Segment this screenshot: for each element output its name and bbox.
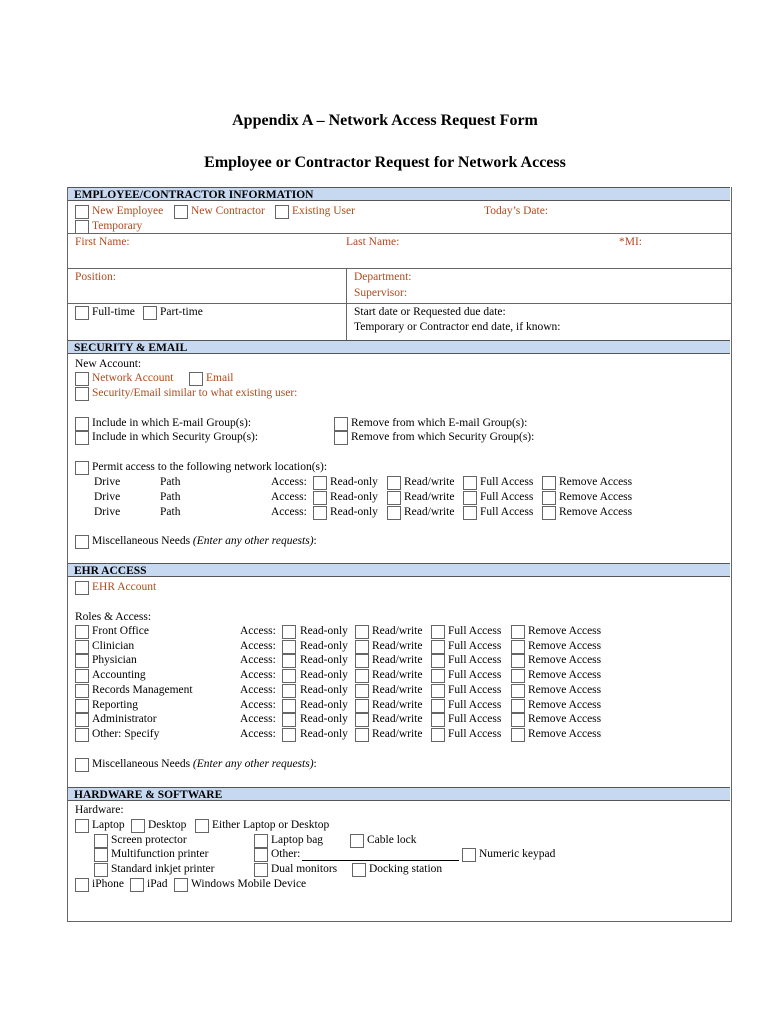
misc-needs-hint: (Enter any other requests): [192, 535, 314, 547]
cable-lock-checkbox[interactable]: [350, 834, 364, 848]
part-time-checkbox[interactable]: [143, 306, 157, 320]
other-label: Other:: [271, 848, 301, 860]
read-only-checkbox[interactable]: [282, 669, 296, 683]
screen-protector-label: Screen protector: [111, 834, 187, 846]
remove-security-checkbox[interactable]: [334, 431, 348, 445]
read-only-label: Read-only: [300, 684, 348, 696]
form-border-right: [731, 187, 732, 922]
include-security-checkbox[interactable]: [75, 431, 89, 445]
ehr-misc-needs-text: Miscellaneous Needs: [92, 758, 191, 770]
read-write-label: Read/write: [372, 640, 423, 652]
misc-needs-checkbox[interactable]: [75, 535, 89, 549]
position-label: Position:: [75, 271, 116, 283]
remove-access-label: Remove Access: [559, 506, 633, 518]
ehr-misc-needs-colon: :: [313, 758, 317, 770]
role-label: Accounting: [92, 669, 146, 681]
iphone-label: iPhone: [92, 878, 124, 890]
ehr-misc-needs-label: [92, 757, 317, 771]
read-write-label: Read/write: [404, 506, 455, 518]
role-checkbox[interactable]: [75, 625, 89, 639]
ipad-label: iPad: [147, 878, 168, 890]
remove-access-label: Remove Access: [528, 684, 602, 696]
read-only-checkbox[interactable]: [313, 491, 327, 505]
remove-access-label: Remove Access: [528, 728, 602, 740]
laptop-checkbox[interactable]: [75, 819, 89, 833]
standard-inkjet-label: Standard inkjet printer: [111, 863, 215, 875]
full-access-checkbox[interactable]: [431, 625, 445, 639]
read-only-label: Read-only: [300, 713, 348, 725]
docking-station-checkbox[interactable]: [352, 863, 366, 877]
read-write-label: Read/write: [372, 625, 423, 637]
todays-date-label: Today’s Date:: [484, 205, 549, 217]
path-label: Path: [160, 491, 181, 503]
dual-monitors-checkbox[interactable]: [254, 863, 268, 877]
read-write-label: Read/write: [372, 728, 423, 740]
remove-email-label: Remove from which E-mail Group(s):: [351, 417, 528, 429]
include-email-label: Include in which E-mail Group(s):: [92, 417, 252, 429]
read-write-label: Read/write: [372, 699, 423, 711]
access-label: Access:: [271, 476, 307, 488]
remove-access-label: Remove Access: [559, 476, 633, 488]
desktop-checkbox[interactable]: [131, 819, 145, 833]
remove-access-checkbox[interactable]: [511, 699, 525, 713]
hardware-label: Hardware:: [75, 804, 124, 816]
remove-access-label: Remove Access: [528, 713, 602, 725]
new-employee-label: New Employee: [92, 205, 164, 217]
remove-access-label: Remove Access: [528, 625, 602, 637]
read-only-label: Read-only: [300, 728, 348, 740]
full-access-checkbox[interactable]: [463, 476, 477, 490]
read-write-label: Read/write: [404, 491, 455, 503]
full-access-label: Full Access: [480, 506, 534, 518]
new-employee-checkbox[interactable]: [75, 205, 89, 219]
read-write-checkbox[interactable]: [355, 728, 369, 742]
similar-user-label: Security/Email similar to what existing user:: [92, 387, 298, 399]
existing-user-label: Existing User: [292, 205, 355, 217]
laptop-label: Laptop: [92, 819, 125, 831]
read-only-label: Read-only: [330, 476, 378, 488]
read-only-label: Read-only: [330, 491, 378, 503]
full-access-label: Full Access: [448, 728, 502, 740]
either-checkbox[interactable]: [195, 819, 209, 833]
role-checkbox[interactable]: [75, 699, 89, 713]
role-label: Records Management: [92, 684, 193, 696]
supervisor-label: Supervisor:: [354, 287, 408, 299]
standard-inkjet-checkbox[interactable]: [94, 863, 108, 877]
other-checkbox[interactable]: [254, 848, 268, 862]
full-time-label: Full-time: [92, 306, 135, 318]
read-write-label: Read/write: [372, 654, 423, 666]
page-subtitle: Employee or Contractor Request for Network Access: [204, 154, 566, 171]
path-label: Path: [160, 476, 181, 488]
read-only-checkbox[interactable]: [282, 699, 296, 713]
remove-access-checkbox[interactable]: [542, 491, 556, 505]
ehr-account-checkbox[interactable]: [75, 581, 89, 595]
remove-access-checkbox[interactable]: [542, 476, 556, 490]
full-access-label: Full Access: [448, 684, 502, 696]
laptop-bag-label: Laptop bag: [271, 834, 324, 846]
full-access-checkbox[interactable]: [431, 654, 445, 668]
roles-label: Roles & Access:: [75, 611, 152, 623]
read-write-checkbox[interactable]: [355, 654, 369, 668]
remove-access-checkbox[interactable]: [511, 713, 525, 727]
read-only-label: Read-only: [300, 699, 348, 711]
department-label: Department:: [354, 271, 412, 283]
read-write-checkbox[interactable]: [355, 669, 369, 683]
read-write-checkbox[interactable]: [387, 506, 401, 520]
read-only-checkbox[interactable]: [282, 684, 296, 698]
access-label: Access:: [240, 728, 276, 740]
access-label: Access:: [271, 491, 307, 503]
laptop-bag-checkbox[interactable]: [254, 834, 268, 848]
role-label: Physician: [92, 654, 137, 666]
full-access-label: Full Access: [480, 491, 534, 503]
full-access-checkbox[interactable]: [463, 506, 477, 520]
access-label: Access:: [240, 684, 276, 696]
temporary-checkbox[interactable]: [75, 220, 89, 234]
iphone-checkbox[interactable]: [75, 878, 89, 892]
role-label: Reporting: [92, 699, 138, 711]
role-checkbox[interactable]: [75, 728, 89, 742]
access-label: Access:: [240, 625, 276, 637]
read-write-label: Read/write: [372, 684, 423, 696]
include-security-label: Include in which Security Group(s):: [92, 431, 259, 443]
remove-access-checkbox[interactable]: [542, 506, 556, 520]
role-checkbox[interactable]: [75, 684, 89, 698]
read-write-label: Read/write: [372, 713, 423, 725]
full-access-checkbox[interactable]: [431, 640, 445, 654]
part-time-label: Part-time: [160, 306, 203, 318]
access-label: Access:: [271, 506, 307, 518]
full-access-label: Full Access: [448, 713, 502, 725]
ehr-account-label: EHR Account: [92, 581, 157, 593]
existing-user-checkbox[interactable]: [275, 205, 289, 219]
misc-needs-label: [92, 534, 317, 548]
access-label: Access:: [240, 669, 276, 681]
remove-access-checkbox[interactable]: [511, 728, 525, 742]
full-access-checkbox[interactable]: [431, 713, 445, 727]
remove-access-checkbox[interactable]: [511, 640, 525, 654]
multifunction-printer-label: Multifunction printer: [111, 848, 209, 860]
network-account-label: Network Account: [92, 372, 174, 384]
role-label: Front Office: [92, 625, 149, 637]
read-only-label: Read-only: [330, 506, 378, 518]
remove-access-label: Remove Access: [528, 654, 602, 666]
last-name-label: Last Name:: [346, 236, 400, 248]
remove-access-checkbox[interactable]: [511, 654, 525, 668]
remove-access-checkbox[interactable]: [511, 625, 525, 639]
section-employee-header: EMPLOYEE/CONTRACTOR INFORMATION: [68, 187, 730, 201]
ehr-misc-needs-hint: (Enter any other requests): [192, 758, 314, 770]
cable-lock-label: Cable lock: [367, 834, 417, 846]
similar-user-checkbox[interactable]: [75, 387, 89, 401]
read-only-label: Read-only: [300, 640, 348, 652]
docking-station-label: Docking station: [369, 863, 443, 875]
role-checkbox[interactable]: [75, 640, 89, 654]
new-account-label: New Account:: [75, 358, 142, 370]
full-access-checkbox[interactable]: [431, 728, 445, 742]
drive-label: Drive: [94, 476, 121, 488]
full-access-checkbox[interactable]: [431, 699, 445, 713]
temporary-label: Temporary: [92, 220, 143, 232]
full-access-checkbox[interactable]: [431, 684, 445, 698]
column-divider: [346, 268, 347, 340]
read-write-checkbox[interactable]: [355, 684, 369, 698]
full-time-checkbox[interactable]: [75, 306, 89, 320]
read-only-checkbox[interactable]: [313, 506, 327, 520]
read-only-checkbox[interactable]: [282, 654, 296, 668]
read-only-label: Read-only: [300, 654, 348, 666]
full-access-label: Full Access: [448, 625, 502, 637]
form-border-bottom: [67, 921, 732, 922]
role-label: Clinician: [92, 640, 135, 652]
other-input-line[interactable]: [302, 860, 459, 861]
email-checkbox[interactable]: [189, 372, 203, 386]
desktop-label: Desktop: [148, 819, 187, 831]
mi-label: *MI:: [619, 236, 642, 248]
full-access-label: Full Access: [480, 476, 534, 488]
full-access-label: Full Access: [448, 669, 502, 681]
either-label: Either Laptop or Desktop: [212, 819, 330, 831]
drive-label: Drive: [94, 491, 121, 503]
read-write-label: Read/write: [372, 669, 423, 681]
ehr-misc-needs-checkbox[interactable]: [75, 758, 89, 772]
remove-access-checkbox[interactable]: [511, 684, 525, 698]
path-label: Path: [160, 506, 181, 518]
new-contractor-label: New Contractor: [191, 205, 265, 217]
read-write-checkbox[interactable]: [355, 640, 369, 654]
row-divider: [67, 268, 732, 269]
windows-mobile-checkbox[interactable]: [174, 878, 188, 892]
screen-protector-checkbox[interactable]: [94, 834, 108, 848]
access-label: Access:: [240, 699, 276, 711]
row-divider: [67, 233, 732, 234]
email-label: Email: [206, 372, 234, 384]
read-only-label: Read-only: [300, 669, 348, 681]
end-date-label: Temporary or Contractor end date, if known:: [354, 321, 561, 333]
read-write-checkbox[interactable]: [387, 491, 401, 505]
section-ehr-header: EHR ACCESS: [68, 563, 730, 577]
misc-needs-colon: :: [313, 535, 317, 547]
read-only-checkbox[interactable]: [282, 713, 296, 727]
section-security-header: SECURITY & EMAIL: [68, 340, 730, 354]
form-border-left: [67, 187, 68, 922]
full-access-checkbox[interactable]: [431, 669, 445, 683]
row-divider: [67, 303, 732, 304]
read-write-checkbox[interactable]: [355, 699, 369, 713]
include-email-checkbox[interactable]: [75, 417, 89, 431]
permit-access-label: Permit access to the following network location(s):: [92, 461, 328, 473]
access-label: Access:: [240, 654, 276, 666]
read-only-checkbox[interactable]: [313, 476, 327, 490]
read-write-checkbox[interactable]: [355, 713, 369, 727]
first-name-label: First Name:: [75, 236, 130, 248]
remove-security-label: Remove from which Security Group(s):: [351, 431, 535, 443]
numeric-keypad-checkbox[interactable]: [462, 848, 476, 862]
role-checkbox[interactable]: [75, 654, 89, 668]
read-write-label: Read/write: [404, 476, 455, 488]
permit-access-checkbox[interactable]: [75, 461, 89, 475]
ipad-checkbox[interactable]: [130, 878, 144, 892]
access-label: Access:: [240, 713, 276, 725]
role-checkbox[interactable]: [75, 669, 89, 683]
read-only-checkbox[interactable]: [282, 625, 296, 639]
remove-access-label: Remove Access: [528, 699, 602, 711]
role-label: Other: Specify: [92, 728, 160, 740]
dual-monitors-label: Dual monitors: [271, 863, 338, 875]
full-access-checkbox[interactable]: [463, 491, 477, 505]
remove-access-label: Remove Access: [528, 640, 602, 652]
full-access-label: Full Access: [448, 640, 502, 652]
section-hardware-header: HARDWARE & SOFTWARE: [68, 787, 730, 801]
full-access-label: Full Access: [448, 699, 502, 711]
page-title: Appendix A – Network Access Request Form: [232, 112, 538, 129]
new-contractor-checkbox[interactable]: [174, 205, 188, 219]
read-only-label: Read-only: [300, 625, 348, 637]
multifunction-printer-checkbox[interactable]: [94, 848, 108, 862]
full-access-label: Full Access: [448, 654, 502, 666]
numeric-keypad-label: Numeric keypad: [479, 848, 556, 860]
remove-access-label: Remove Access: [528, 669, 602, 681]
drive-label: Drive: [94, 506, 121, 518]
remove-access-checkbox[interactable]: [511, 669, 525, 683]
windows-mobile-label: Windows Mobile Device: [191, 878, 307, 890]
access-label: Access:: [240, 640, 276, 652]
role-checkbox[interactable]: [75, 713, 89, 727]
read-write-checkbox[interactable]: [387, 476, 401, 490]
read-only-checkbox[interactable]: [282, 728, 296, 742]
read-write-checkbox[interactable]: [355, 625, 369, 639]
remove-access-label: Remove Access: [559, 491, 633, 503]
role-label: Administrator: [92, 713, 157, 725]
read-only-checkbox[interactable]: [282, 640, 296, 654]
misc-needs-text: Miscellaneous Needs: [92, 535, 191, 547]
network-account-checkbox[interactable]: [75, 372, 89, 386]
remove-email-checkbox[interactable]: [334, 417, 348, 431]
start-date-label: Start date or Requested due date:: [354, 306, 506, 318]
